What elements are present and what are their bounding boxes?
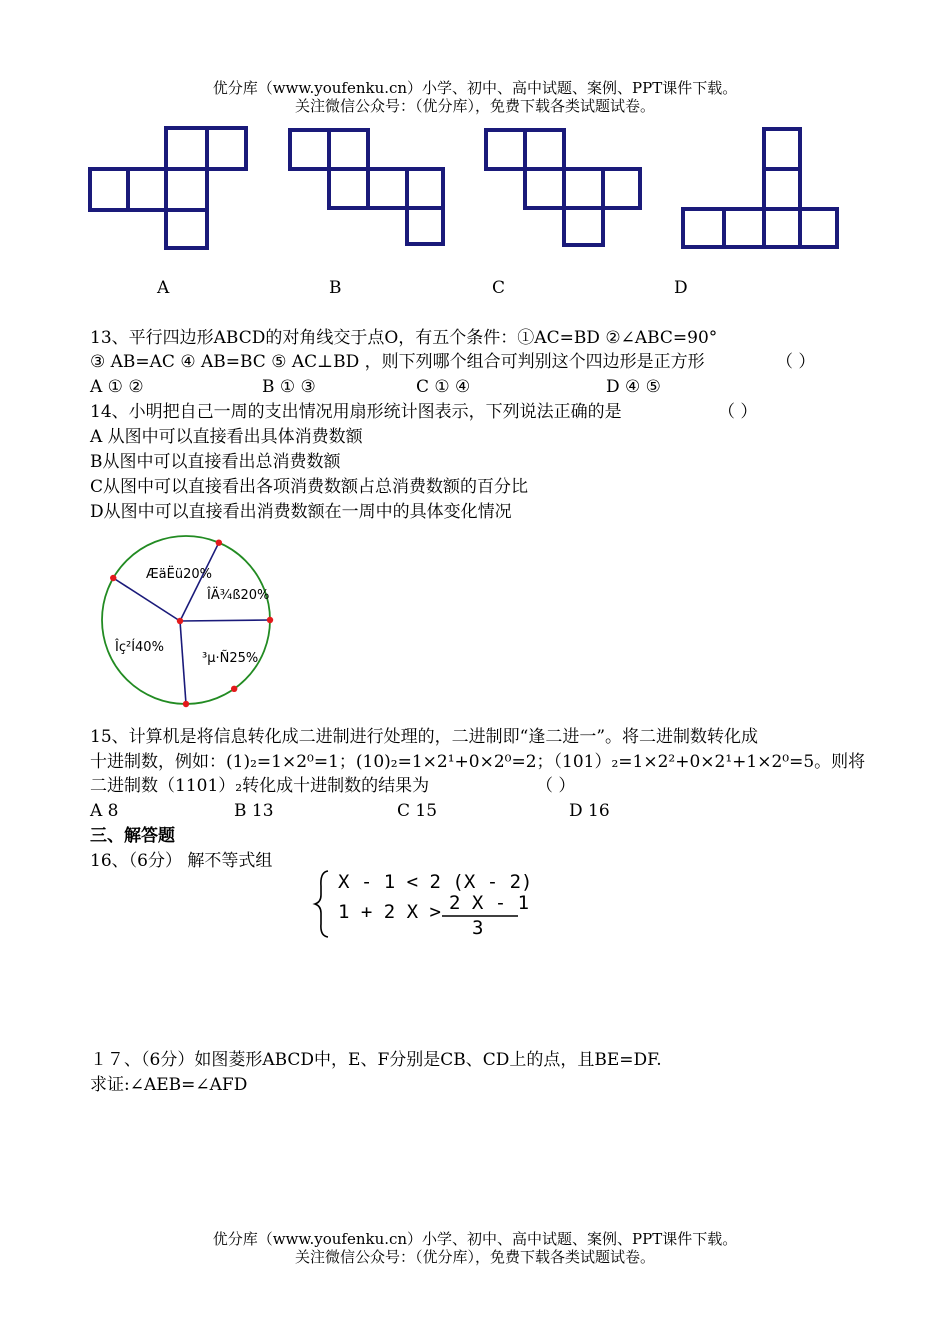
pie-point — [183, 701, 189, 707]
system-brace — [315, 871, 328, 937]
pie-slice-label: Îç²Í40% — [115, 640, 164, 655]
q13-option-a: A ① ② — [90, 377, 144, 397]
q17-line-2: 求证:∠AEB=∠AFD — [90, 1075, 248, 1095]
footer-line-2: 关注微信公众号：（优分库），免费下载各类试题试卷。 — [294, 1248, 655, 1266]
system-eq2-numerator: 2 X - 1 — [449, 892, 530, 914]
system-eq2-denominator: 3 — [472, 917, 484, 939]
net-a — [90, 128, 246, 248]
q16-stem: 16、（6分） 解不等式组 — [90, 851, 273, 871]
pie-radius — [180, 621, 186, 704]
q17-line-1: １７、（6分）如图菱形ABCD中，E、F分别是CB、CD上的点，且BE=DF. — [90, 1050, 662, 1070]
pie-radius — [180, 620, 270, 621]
q14-option-a: A 从图中可以直接看出具体消费数额 — [90, 427, 363, 447]
cube-nets-figure — [0, 0, 950, 260]
system-eq1: X - 1 < 2 (X - 2) — [338, 871, 533, 893]
q13-option-b: B ① ③ — [262, 377, 316, 397]
header-line-1: 优分库（www.youfenku.cn）小学、初中、高中试题、案例、PPT课件下载。 — [212, 79, 738, 97]
q13-option-c: C ① ④ — [416, 377, 471, 397]
q14-answer-paren: （ ） — [718, 402, 758, 422]
q13-option-d: D ④ ⑤ — [606, 377, 661, 397]
q14-stem: 14、小明把自己一周的支出情况用扇形统计图表示，下列说法正确的是 — [90, 402, 622, 422]
net-label-d: D — [674, 278, 688, 298]
system-eq2-left: 1 + 2 X > — [338, 901, 441, 923]
pie-point — [267, 617, 273, 623]
q13-line-2: ③ AB=AC ④ AB=BC ⑤ AC⊥BD ，则下列哪个组合可判别这个四边形是正方形 — [90, 352, 705, 372]
q15-option-c: C 15 — [397, 801, 438, 821]
pie-point — [216, 539, 222, 545]
net-b — [290, 130, 443, 244]
q15-line-3: 二进制数（1101）₂转化成十进制数的结果为 — [90, 776, 430, 796]
pie-slice-label: ³µ·Ñ25% — [202, 651, 259, 666]
q15-option-a: A 8 — [90, 801, 119, 821]
q14-option-b: B从图中可以直接看出总消费数额 — [90, 452, 341, 472]
q15-answer-paren: （ ） — [536, 776, 576, 796]
q14-option-d: D从图中可以直接看出消费数额在一周中的具体变化情况 — [90, 502, 512, 522]
net-label-b: B — [329, 278, 342, 298]
net-d — [683, 129, 837, 247]
pie-radius — [113, 578, 180, 621]
pie-point — [177, 618, 183, 624]
footer-line-1: 优分库（www.youfenku.cn）小学、初中、高中试题、案例、PPT课件下载。 — [212, 1230, 738, 1248]
net-c — [486, 130, 640, 245]
section-title: 三、解答题 — [90, 826, 175, 846]
q13-answer-paren: （ ） — [776, 352, 816, 372]
q16-inequality-system — [312, 866, 532, 941]
pie-slice-label: ÆäËü20% — [146, 567, 212, 582]
q15-option-d: D 16 — [569, 801, 610, 821]
q15-line-1: 15、计算机是将信息转化成二进制进行处理的，二进制即“逢二进一”。将二进制数转化成 — [90, 727, 759, 747]
pie-slice-label: ÎÄ¾ß20% — [207, 588, 270, 603]
header-line-2: 关注微信公众号：（优分库），免费下载各类试题试卷。 — [294, 97, 655, 115]
pie-point — [231, 686, 237, 692]
q13-line-1: 13、平行四边形ABCD的对角线交于点O，有五个条件：①AC=BD ②∠ABC=90° — [90, 328, 718, 348]
q15-option-b: B 13 — [234, 801, 274, 821]
net-label-c: C — [492, 278, 506, 298]
pie-chart — [95, 535, 280, 710]
q15-line-2: 十进制数，例如：(1)₂=1×2⁰=1；(10)₂=1×2¹+0×2⁰=2；（101）₂=1×2²+0×2¹+1×2⁰=5。则将 — [90, 752, 866, 772]
q14-option-c: C从图中可以直接看出各项消费数额占总消费数额的百分比 — [90, 477, 529, 497]
net-label-a: A — [157, 278, 170, 298]
pie-point — [110, 575, 116, 581]
